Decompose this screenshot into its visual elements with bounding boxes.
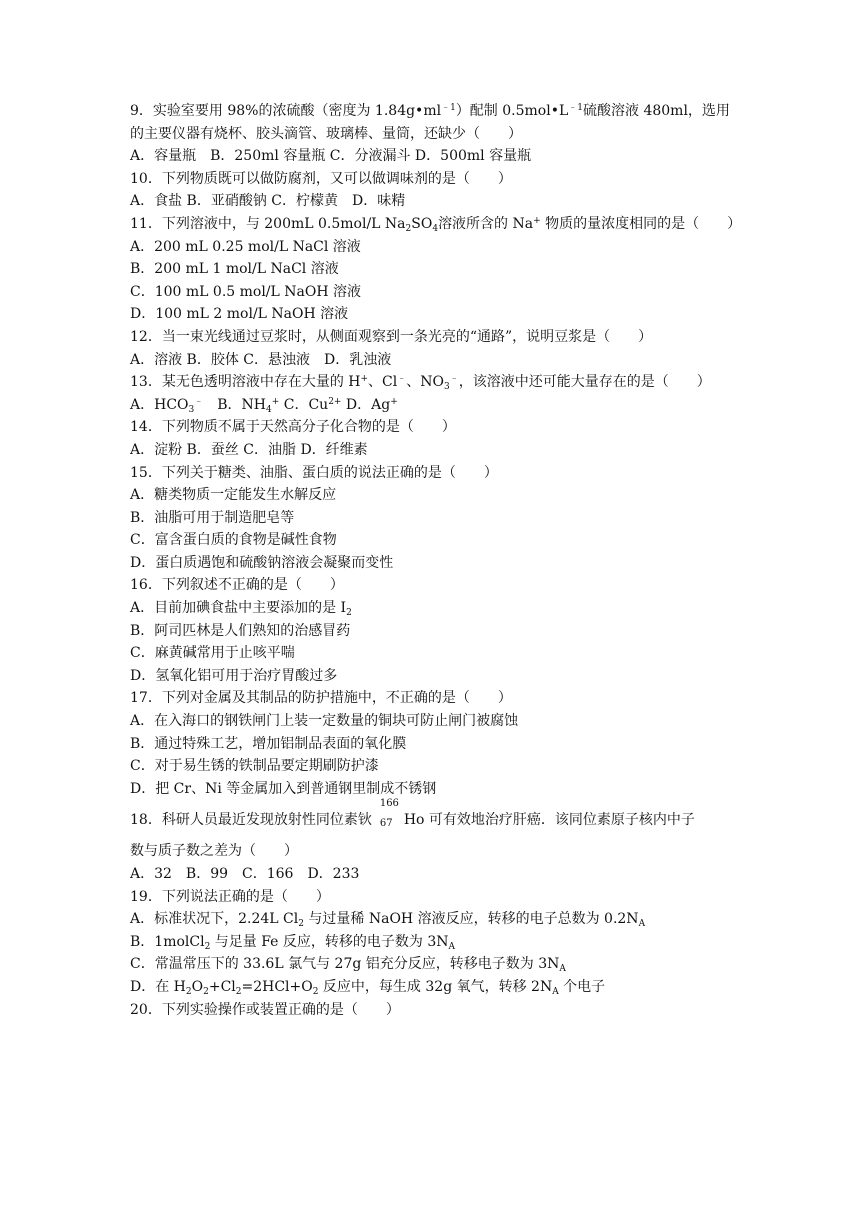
option-b: B．200 mL 1 mol/L NaCl 溶液: [130, 261, 339, 278]
options-line: A．淀粉 B．蚕丝 C．油脂 D．纤维素: [130, 441, 368, 458]
options-line: A．$HCO_3^﹣$ B．$NH_4^+$ C．$Cu^{2+}$ D．Ag+: [130, 396, 398, 415]
question-stem: 20．下列实验操作或装置正确的是（ ）: [130, 1001, 400, 1018]
options-line: A．32 B．99 C．166 D．233: [130, 866, 360, 882]
isotope-notation: 166 67: [379, 798, 399, 830]
question-stem: 15．下列关于糖类、油脂、蛋白质的说法正确的是（ ）: [130, 464, 498, 481]
option-b: B．1molCl$_2$ 与足量 Fe 反应，转移的电子数为 $3N_A$: [130, 933, 456, 952]
question-stem: 12．当一束光线通过豆浆时，从侧面观察到一条光亮的“通路”，说明豆浆是（ ）: [130, 328, 653, 345]
option-a: A．目前加碘食盐中主要添加的是 $I_2$: [130, 600, 352, 619]
question-stem: 9．实验室要用 98%的浓硫酸（密度为 $1.84g•ml^{﹣1}$）配制 $0.5mol•L^{﹣1}$硫酸溶液 480ml，选用: [130, 103, 730, 119]
option-d: D．氢氧化铝可用于治疗胃酸过多: [130, 667, 338, 684]
option-a: A．200 mL 0.25 mol/L NaCl 溶液: [130, 238, 361, 255]
option-a: A．标准状况下，2.24L $Cl_2$ 与过量稀 NaOH 溶液反应，转移的电子总数为 $0.2N_A$: [130, 911, 646, 930]
question-19: [130, 886, 740, 999]
option-c: C．富含蛋白质的食物是碱性食物: [130, 532, 337, 549]
option-d: D．100 mL 2 mol/L NaOH 溶液: [130, 306, 349, 323]
options-line: A．溶液 B．胶体 C．悬浊液 D．乳浊液: [130, 351, 392, 368]
question-13: [130, 371, 740, 416]
question-stem: 10．下列物质既可以做防腐剂，又可以做调味剂的是（ ）: [130, 170, 512, 187]
option-d: D．蛋白质遇饱和硫酸钠溶液会凝聚而变性: [130, 554, 394, 571]
options-line: A．容量瓶 B．250ml 容量瓶 C．分液漏斗 D．500ml 容量瓶: [130, 148, 532, 165]
option-c: C．100 mL 0.5 mol/L NaOH 溶液: [130, 283, 361, 300]
question-20: [130, 999, 740, 1022]
option-d: D．把 Cr、Ni 等金属加入到普通钢里制成不锈钢: [130, 780, 437, 797]
question-12: [130, 326, 740, 371]
question-stem: 16．下列叙述不正确的是（ ）: [130, 577, 344, 594]
question-18: [130, 800, 740, 885]
question-stem-cont: 的主要仪器有烧杯、胶头滴管、玻璃棒、量筒，还缺少（ ）: [130, 125, 522, 142]
question-14: [130, 416, 740, 461]
option-c: C．常温常压下的 33.6L 氯气与 27g 铝充分反应，转移电子数为 $3N_A$: [130, 956, 566, 975]
options-line: A．食盐 B．亚硝酸钠 C．柠檬黄 D．味精: [130, 193, 406, 210]
question-17: [130, 687, 740, 800]
option-c: C．麻黄碱常用于止咳平喘: [130, 645, 295, 662]
question-10: [130, 168, 740, 213]
question-15: [130, 462, 740, 575]
question-stem: 19．下列说法正确的是（ ）: [130, 888, 330, 905]
question-stem: 11．下列溶液中，与 200mL 0.5mol/L $Na_2SO_4$溶液所含的 Na+ 物质的量浓度相同的是（ ）: [130, 215, 742, 234]
question-stem: 13．某无色透明溶液中存在大量的 H+、Cl﹣、$NO_3^﹣$，该溶液中还可能大量存在的是（ ）: [130, 374, 711, 393]
question-11: [130, 213, 740, 326]
option-b: B．油脂可用于制造肥皂等: [130, 509, 295, 526]
option-c: C．对于易生锈的铁制品要定期刷防护漆: [130, 758, 379, 775]
option-a: A．糖类物质一定能发生水解反应: [130, 487, 337, 504]
question-stem: 18．科研人员最近发现放射性同位素钬 166 67 Ho 可有效地治疗肝癌．该同位素原子核内中子: [130, 798, 695, 830]
option-d: D．在 $H_2O_2+Cl_2=2HCl+O_2$ 反应中，每生成 32g 氧气，转移 $2N_A$ 个电子: [130, 978, 606, 997]
option-b: B．通过特殊工艺，增加铝制品表面的氧化膜: [130, 735, 407, 752]
question-stem-cont: 数与质子数之差为（ ）: [130, 843, 298, 860]
question-16: [130, 574, 740, 687]
question-9: [130, 100, 740, 168]
question-stem: 17．下列对金属及其制品的防护措施中，不正确的是（ ）: [130, 690, 512, 707]
exam-page: [130, 100, 740, 1021]
option-b: B．阿司匹林是人们熟知的治感冒药: [130, 622, 351, 639]
question-stem: 14．下列物质不属于天然高分子化合物的是（ ）: [130, 419, 456, 436]
option-a: A．在入海口的钢铁闸门上装一定数量的铜块可防止闸门被腐蚀: [130, 713, 519, 730]
